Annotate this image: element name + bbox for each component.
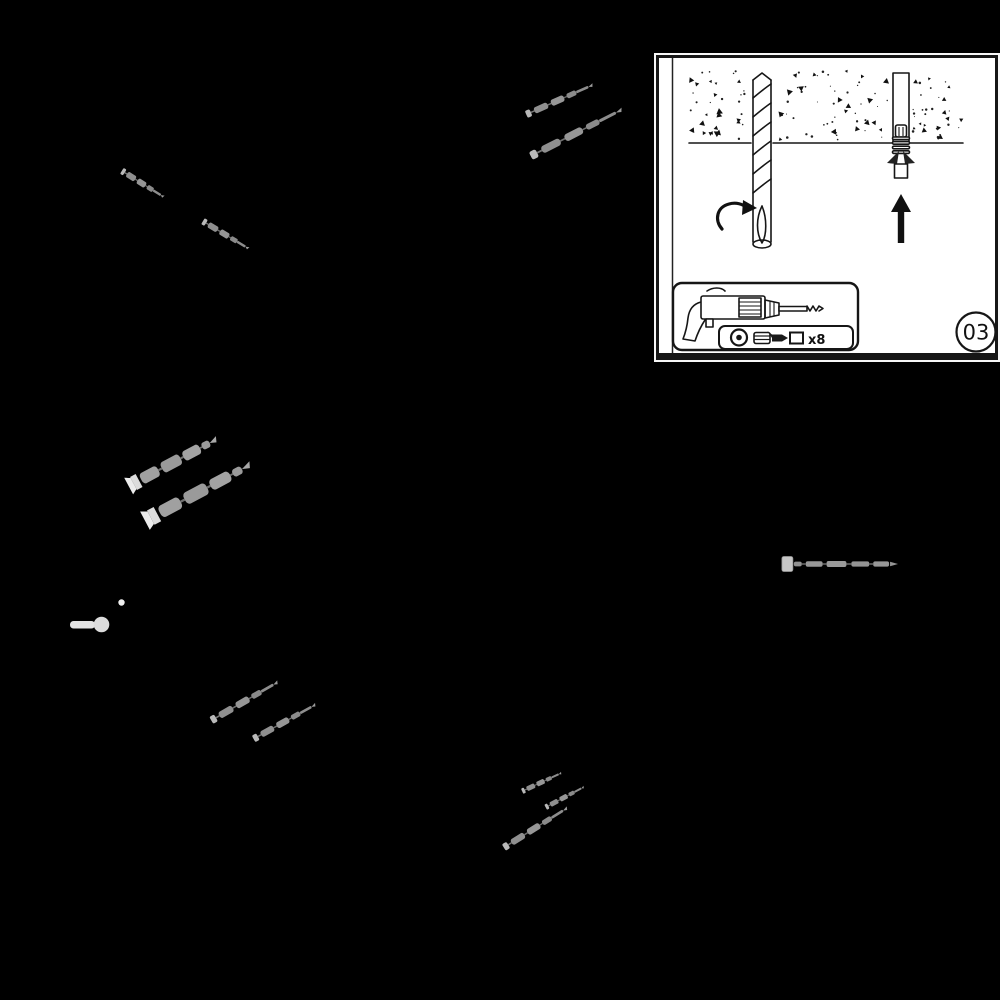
instruction-drawing <box>659 58 995 353</box>
screw <box>208 675 283 726</box>
step-number: 03 <box>962 320 990 345</box>
up-arrow-icon <box>891 194 911 243</box>
screw <box>527 102 626 163</box>
drill-bit-icon <box>753 73 771 248</box>
screw-head-dot <box>736 335 742 341</box>
dowel-peg <box>69 616 111 633</box>
screw <box>139 453 258 531</box>
square-icon <box>790 333 803 344</box>
wall-texture <box>689 70 963 141</box>
screw <box>119 166 168 203</box>
step-badge <box>957 313 996 352</box>
screw <box>520 768 564 796</box>
toolbox <box>673 283 858 350</box>
rotation-arrow-icon <box>718 200 757 229</box>
screw <box>123 429 223 495</box>
screw <box>543 782 587 811</box>
screw <box>524 78 597 120</box>
instruction-panel <box>656 55 998 360</box>
wall-anchor-icon <box>887 125 915 178</box>
quantity-label: x8 <box>808 333 826 348</box>
screw <box>500 801 571 852</box>
screw <box>774 555 898 573</box>
screw <box>250 698 319 744</box>
quantity-box <box>719 326 853 349</box>
small-dot <box>118 599 125 606</box>
anchor-sleeve-icon <box>754 333 770 344</box>
screw <box>200 216 252 254</box>
